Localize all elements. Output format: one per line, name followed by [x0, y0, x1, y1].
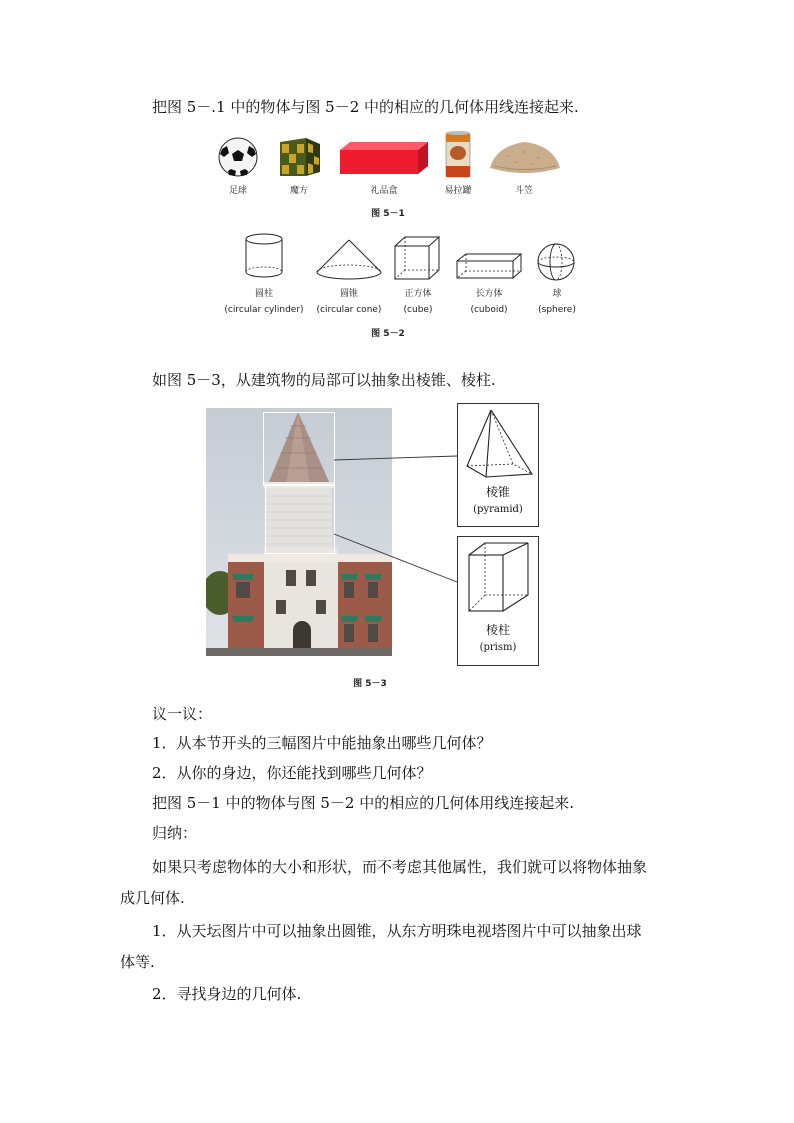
label-cone-en: (circular cone)	[316, 305, 382, 315]
prism-label-en: (prism)	[479, 642, 517, 653]
cube-icon	[392, 234, 442, 282]
discuss-heading: 议一议：	[152, 705, 213, 723]
figure-5-3-caption: 图 5－3	[353, 679, 387, 689]
soccer-ball-icon	[216, 136, 260, 178]
prism-icon	[460, 537, 536, 617]
tower-highlight	[265, 484, 335, 554]
paragraph-1-line-1: 如果只考虑物体的大小和形状，而不考虑其他属性，我们就可以将物体抽象	[152, 858, 648, 876]
summary-heading: 归纳：	[152, 824, 198, 842]
paragraph-2-line-1: 1．从天坛图片中可以抽象出圆锥，从东方明珠电视塔图片中可以抽象出球	[152, 922, 642, 940]
cone-icon	[314, 238, 384, 282]
label-cone: 圆锥	[339, 289, 358, 299]
roof-highlight	[263, 412, 335, 486]
label-cube-en: (cube)	[403, 305, 433, 315]
prism-label: 棱柱	[485, 623, 510, 637]
cylinder-icon	[242, 232, 286, 280]
sphere-icon	[534, 242, 578, 282]
label-bamboo-hat: 斗笠	[514, 186, 533, 196]
intro-text: 把图 5－.1 中的物体与图 5－2 中的相应的几何体用线连接起来.	[152, 98, 579, 116]
label-sphere: 球	[552, 289, 562, 299]
label-cuboid: 长方体	[475, 289, 503, 299]
cuboid-icon	[454, 252, 524, 280]
label-soda-can: 易拉罐	[444, 186, 472, 196]
pyramid-label-en: (pyramid)	[473, 504, 523, 515]
question-1: 1．从本节开头的三幅图片中能抽象出哪些几何体？	[152, 734, 492, 752]
paragraph-2-line-2: 体等.	[120, 953, 155, 971]
pyramid-label: 棱锥	[485, 485, 510, 499]
bamboo-hat-icon	[488, 138, 562, 178]
connector-lines	[330, 448, 460, 588]
label-sphere-en: (sphere)	[538, 305, 576, 315]
gift-box-icon	[338, 140, 430, 176]
rubiks-cube-icon	[276, 134, 322, 178]
label-cylinder-en: (circular cylinder)	[224, 305, 304, 315]
figure-5-3-intro: 如图 5－3，从建筑物的局部可以抽象出棱锥、棱柱.	[152, 371, 496, 389]
figure-5-2-caption: 图 5－2	[371, 329, 405, 339]
soda-can-icon	[444, 130, 472, 180]
pyramid-box	[457, 403, 539, 527]
paragraph-3: 2．寻找身边的几何体.	[152, 985, 302, 1003]
figure-5-1-caption: 图 5－1	[371, 209, 405, 219]
paragraph-1-line-2: 成几何体.	[120, 889, 185, 907]
prism-box	[457, 536, 539, 666]
label-cube: 正方体	[404, 289, 432, 299]
connect-instruction: 把图 5－1 中的物体与图 5－2 中的相应的几何体用线连接起来.	[152, 794, 575, 812]
label-rubiks-cube: 魔方	[289, 186, 308, 196]
question-2: 2．从你的身边，你还能找到哪些几何体？	[152, 764, 432, 782]
label-cuboid-en: (cuboid)	[470, 305, 508, 315]
label-soccer-ball: 足球	[228, 186, 247, 196]
label-gift-box: 礼品盒	[370, 186, 398, 196]
pyramid-icon	[460, 404, 536, 482]
label-cylinder: 圆柱	[254, 289, 273, 299]
